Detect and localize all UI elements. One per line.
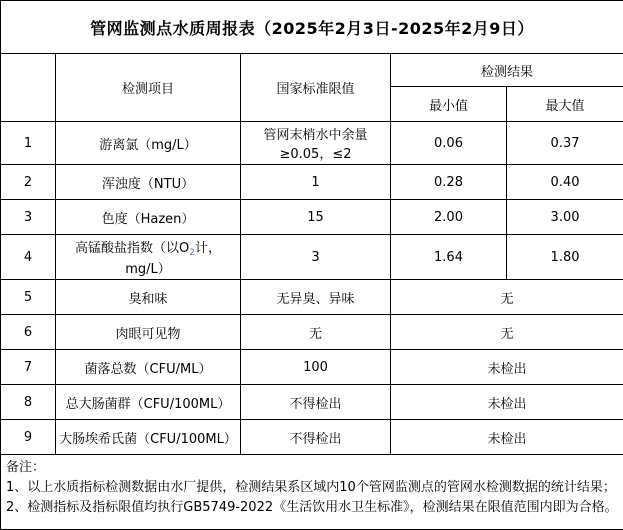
table-row (1, 165, 623, 200)
note-2: 2、检测指标及指标限值均执行GB5749-2022《生活饮用水卫生标准》，检测结果在限值范围内即为合格。 (6, 500, 618, 516)
item-name: 总大肠菌群（CFU/100ML） (56, 385, 241, 420)
max-value: 1.80 (507, 235, 623, 280)
row-number: 9 (1, 420, 56, 455)
result-value: 无 (391, 280, 623, 315)
standard-limit: 3 (241, 235, 391, 280)
item-name: 臭和味 (56, 280, 241, 315)
table-row (1, 200, 623, 235)
report-title: 管网监测点水质周报表（2025年2月3日-2025年2月9日） (1, 1, 623, 54)
item-name: 色度（Hazen） (56, 200, 241, 235)
table-row (1, 350, 623, 385)
table-row (1, 280, 623, 315)
standard-limit: 1 (241, 165, 391, 200)
item-name: 游离氯（mg/L） (56, 122, 241, 165)
max-value: 0.37 (507, 122, 623, 165)
table-row (1, 122, 623, 165)
result-value: 未检出 (391, 420, 623, 455)
header-limit: 国家标准限值 (241, 54, 391, 122)
row-number: 4 (1, 235, 56, 280)
standard-limit: 15 (241, 200, 391, 235)
standard-limit: 不得检出 (241, 385, 391, 420)
row-number: 8 (1, 385, 56, 420)
standard-limit: 100 (241, 350, 391, 385)
header-index (1, 54, 56, 122)
min-value: 0.28 (391, 165, 507, 200)
notes-label: 备注： (6, 460, 46, 475)
row-number: 7 (1, 350, 56, 385)
header-max: 最大值 (507, 87, 623, 122)
min-value: 0.06 (391, 122, 507, 165)
row-number: 1 (1, 122, 56, 165)
header-item: 检测项目 (56, 54, 241, 122)
item-name (56, 235, 241, 280)
notes-section (1, 455, 623, 530)
table-row (1, 235, 623, 280)
header-min: 最小值 (391, 87, 507, 122)
row-number: 2 (1, 165, 56, 200)
min-value: 1.64 (391, 235, 507, 280)
table-row (1, 315, 623, 350)
min-value: 2.00 (391, 200, 507, 235)
max-value: 0.40 (507, 165, 623, 200)
header-result-group: 检测结果 (391, 54, 623, 87)
result-value: 无 (391, 315, 623, 350)
standard-limit: 不得检出 (241, 420, 391, 455)
item-name: 浑浊度（NTU） (56, 165, 241, 200)
oxygen-subscript: 2 (189, 248, 195, 258)
row-number: 6 (1, 315, 56, 350)
standard-limit: 无异臭、异味 (241, 280, 391, 315)
standard-limit: 管网末梢水中余量≥0.05，≤2 (241, 122, 391, 165)
item-name: 肉眼可见物 (56, 315, 241, 350)
row-number: 5 (1, 280, 56, 315)
max-value: 3.00 (507, 200, 623, 235)
note-1: 1、以上水质指标检测数据由水厂提供，检测结果系区域内10个管网监测点的管网水检测数据的统计结果； (6, 480, 616, 496)
item-name-prefix: 高锰酸盐指数（以O (75, 241, 190, 256)
result-value: 未检出 (391, 385, 623, 420)
table-row (1, 385, 623, 420)
standard-limit: 无 (241, 315, 391, 350)
item-name: 大肠埃希氏菌（CFU/100ML） (56, 420, 241, 455)
item-name: 菌落总数（CFU/ML） (56, 350, 241, 385)
result-value: 未检出 (391, 350, 623, 385)
item-name-suffix: 计，mg/L） (125, 241, 221, 277)
row-number: 3 (1, 200, 56, 235)
table-row (1, 420, 623, 455)
